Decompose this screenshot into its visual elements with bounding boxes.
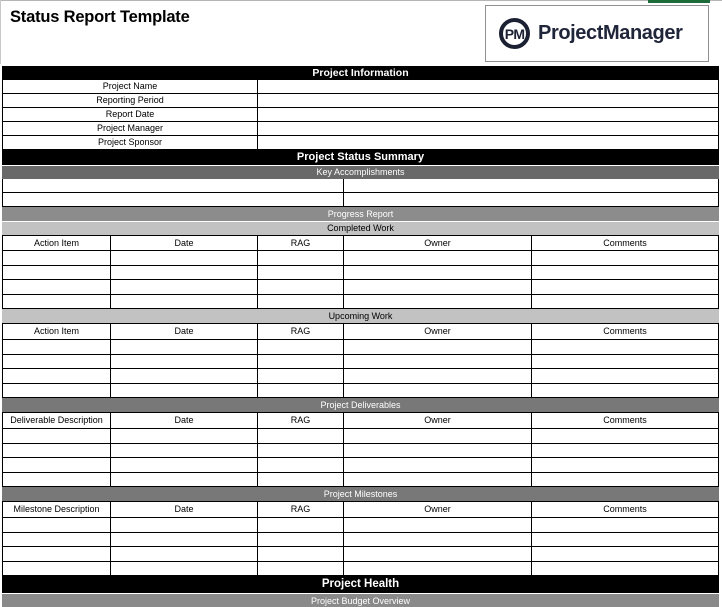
section-header-project-information: Project Information [2, 66, 719, 80]
subsection-header-project-deliverables: Project Deliverables [2, 398, 719, 412]
column-header-date: Date [111, 236, 258, 250]
cell[interactable] [258, 473, 344, 487]
cell[interactable] [344, 384, 532, 398]
table-row [2, 280, 719, 295]
cell[interactable] [344, 280, 532, 294]
info-row-report-date [2, 108, 719, 122]
column-header-rag: RAG [258, 324, 344, 339]
table-row [2, 473, 719, 488]
cell[interactable] [532, 444, 718, 458]
cell[interactable] [258, 355, 344, 369]
cell[interactable] [258, 369, 344, 383]
project-sponsor-value[interactable] [258, 136, 718, 149]
cell[interactable] [258, 251, 344, 265]
cell[interactable] [258, 444, 344, 458]
table-row [2, 547, 719, 562]
cell[interactable] [258, 518, 344, 532]
column-header-deliverable-description: Deliverable Description [3, 413, 111, 428]
project-milestones-header-row [2, 501, 719, 518]
table-row [2, 340, 719, 355]
cell[interactable] [111, 295, 258, 309]
report-date-value[interactable] [258, 108, 718, 121]
cell[interactable] [3, 547, 111, 561]
cell[interactable] [532, 473, 718, 487]
table-row [2, 429, 719, 444]
cell[interactable] [532, 533, 718, 547]
cell[interactable] [111, 280, 258, 294]
cell[interactable] [344, 444, 532, 458]
cell[interactable] [3, 518, 111, 532]
cell[interactable] [344, 473, 532, 487]
cell[interactable] [258, 429, 344, 443]
cell[interactable] [111, 429, 258, 443]
cell[interactable] [111, 340, 258, 354]
cell[interactable] [3, 562, 111, 576]
info-row-project-manager [2, 122, 719, 136]
cell[interactable] [532, 280, 718, 294]
table-row [2, 266, 719, 281]
cell[interactable] [111, 518, 258, 532]
column-header-date: Date [111, 502, 258, 517]
cell[interactable] [532, 384, 718, 398]
column-header-owner: Owner [344, 413, 532, 428]
column-header-rag: RAG [258, 413, 344, 428]
cell[interactable] [344, 340, 532, 354]
cell[interactable] [344, 251, 532, 265]
top-border-line [0, 0, 722, 1]
cell[interactable] [111, 266, 258, 280]
cell[interactable] [258, 280, 344, 294]
cell[interactable] [111, 444, 258, 458]
subsection-header-completed-work: Completed Work [2, 221, 719, 235]
cell[interactable] [3, 384, 111, 398]
cell[interactable] [3, 369, 111, 383]
column-header-comments: Comments [603, 237, 647, 248]
cell[interactable] [532, 458, 718, 472]
table-row [2, 251, 719, 266]
column-header-rag: RAG [258, 236, 344, 250]
cell[interactable] [3, 458, 111, 472]
table-row [2, 458, 719, 473]
cell[interactable] [532, 266, 718, 280]
project-manager-label: Project Manager [3, 122, 258, 135]
info-row-project-sponsor [2, 136, 719, 150]
subsection-header-upcoming-work: Upcoming Work [2, 309, 719, 323]
cell[interactable] [344, 369, 532, 383]
cell[interactable] [532, 369, 718, 383]
upcoming-work-header-row [2, 323, 719, 340]
green-accent-strip [648, 0, 710, 3]
cell[interactable] [111, 473, 258, 487]
info-row-reporting-period [2, 94, 719, 108]
cell[interactable] [258, 533, 344, 547]
cell[interactable] [532, 518, 718, 532]
report-sheet [2, 66, 719, 607]
cell[interactable] [3, 179, 344, 192]
cell[interactable] [3, 533, 111, 547]
table-row [2, 295, 719, 310]
cell[interactable] [111, 533, 258, 547]
column-header-owner: Owner [344, 502, 532, 517]
cell[interactable] [532, 295, 718, 309]
cell[interactable] [258, 266, 344, 280]
logo-monogram: PM [504, 25, 525, 42]
project-sponsor-label: Project Sponsor [3, 136, 258, 149]
cell[interactable] [532, 429, 718, 443]
left-border-line [0, 0, 1, 64]
cell[interactable] [111, 355, 258, 369]
project-deliverables-header-row [2, 412, 719, 429]
column-header-owner: Owner [344, 324, 532, 339]
cell[interactable] [532, 355, 718, 369]
cell[interactable] [111, 458, 258, 472]
column-header-owner: Owner [344, 236, 532, 250]
subsection-header-project-budget-overview: Project Budget Overview [2, 593, 719, 607]
cell[interactable] [3, 473, 111, 487]
cell[interactable] [344, 533, 532, 547]
cell[interactable] [344, 295, 532, 309]
reporting-period-label: Reporting Period [3, 94, 258, 107]
table-row [2, 562, 719, 577]
cell[interactable] [3, 266, 111, 280]
cell[interactable] [344, 562, 532, 576]
cell[interactable] [532, 562, 718, 576]
brand-name: ProjectManager [538, 22, 683, 44]
page-title: Status Report Template [10, 8, 190, 26]
column-header-date: Date [111, 413, 258, 428]
cell[interactable] [344, 193, 718, 206]
project-manager-value[interactable] [258, 122, 718, 135]
cell[interactable] [344, 458, 532, 472]
cell[interactable] [111, 384, 258, 398]
cell[interactable] [344, 179, 718, 192]
column-header-action-item: Action Item [3, 236, 111, 250]
table-row [2, 369, 719, 384]
cell[interactable] [532, 340, 718, 354]
cell[interactable] [344, 518, 532, 532]
table-row [2, 384, 719, 399]
cell[interactable] [3, 280, 111, 294]
cell[interactable] [3, 355, 111, 369]
cell[interactable] [258, 384, 344, 398]
cell[interactable] [258, 340, 344, 354]
subsection-header-progress-report: Progress Report [2, 207, 719, 221]
column-header-action-item: Action Item [3, 324, 111, 339]
pm-logo-icon [499, 18, 530, 49]
completed-work-header-row [2, 235, 719, 251]
column-header-comments: Comments [603, 415, 647, 425]
cell[interactable] [344, 355, 532, 369]
cell[interactable] [3, 444, 111, 458]
subsection-header-key-accomplishments: Key Accomplishments [2, 165, 719, 179]
section-header-project-status-summary: Project Status Summary [2, 150, 719, 165]
column-header-date: Date [111, 324, 258, 339]
cell[interactable] [344, 266, 532, 280]
table-row [2, 444, 719, 459]
brand-logo [485, 5, 709, 62]
info-row-project-name [2, 80, 719, 94]
subsection-header-project-milestones: Project Milestones [2, 487, 719, 501]
cell[interactable] [3, 429, 111, 443]
cell[interactable] [3, 193, 344, 206]
report-date-label: Report Date [3, 108, 258, 121]
cell[interactable] [111, 251, 258, 265]
cell[interactable] [258, 458, 344, 472]
key-accomplishments-row [2, 193, 719, 207]
cell[interactable] [532, 547, 718, 561]
column-header-comments: Comments [603, 504, 647, 514]
table-row [2, 533, 719, 548]
cell[interactable] [258, 547, 344, 561]
cell[interactable] [258, 562, 344, 576]
cell[interactable] [344, 429, 532, 443]
column-header-rag: RAG [258, 502, 344, 517]
cell[interactable] [111, 369, 258, 383]
cell[interactable] [3, 295, 111, 309]
cell[interactable] [344, 547, 532, 561]
table-row [2, 518, 719, 533]
cell[interactable] [532, 251, 718, 265]
cell[interactable] [111, 547, 258, 561]
table-row [2, 355, 719, 370]
reporting-period-value[interactable] [258, 94, 718, 107]
cell[interactable] [3, 251, 111, 265]
section-header-project-health: Project Health [2, 576, 719, 593]
project-name-label: Project Name [3, 80, 258, 93]
cell[interactable] [3, 340, 111, 354]
column-header-milestone-description: Milestone Description [3, 502, 111, 517]
cell[interactable] [111, 562, 258, 576]
project-name-value[interactable] [258, 80, 718, 93]
column-header-comments: Comments [603, 326, 647, 336]
cell[interactable] [258, 295, 344, 309]
key-accomplishments-row [2, 179, 719, 193]
